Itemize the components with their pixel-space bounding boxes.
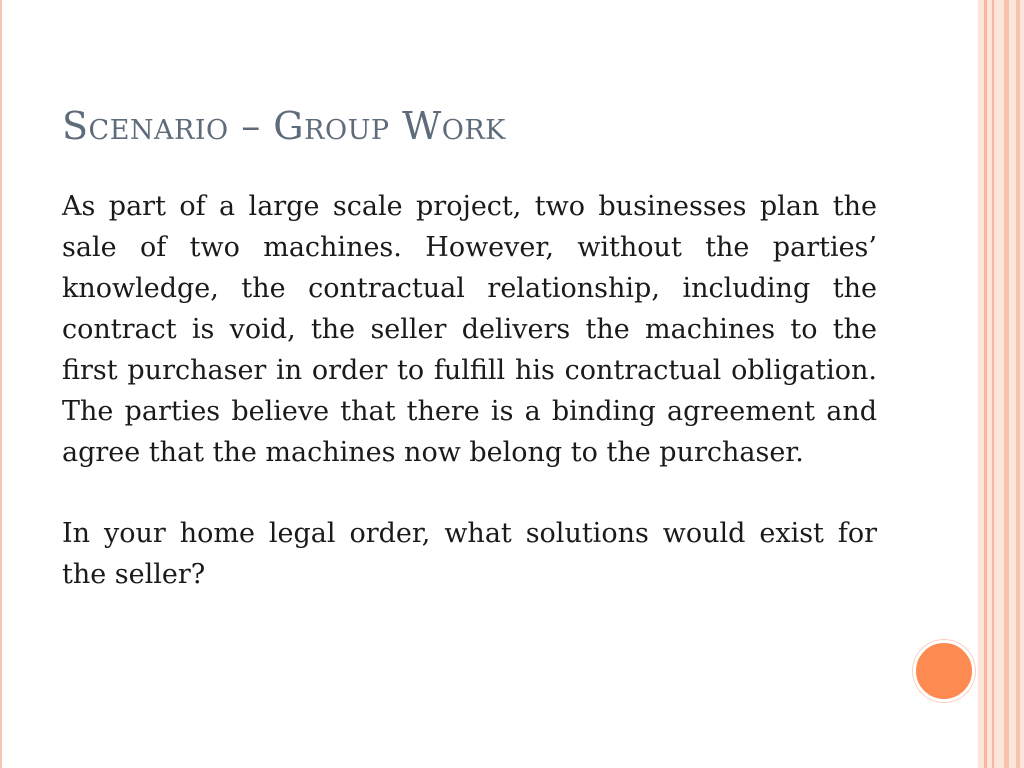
question-paragraph: In your home legal order, what solutions would exist for the seller? xyxy=(62,518,877,590)
slide-body xyxy=(62,186,877,635)
slide-title: Scenario – Group Work xyxy=(62,104,506,148)
frame-stripe xyxy=(984,0,987,768)
right-frame-stripes xyxy=(978,0,1024,768)
scenario-paragraph: As part of a large scale project, two businesses plan the sale of two machines. However, without the parties’ knowledge, the contractual relationship, including the contract is void, the seller delivers the machines to the first purchaser in order to fulfill his contractual obligation. The parties believe that there is a binding agreement and agree that the machines now belong to the purchaser. xyxy=(62,191,877,468)
frame-stripe xyxy=(1016,0,1020,768)
frame-stripe xyxy=(992,0,994,768)
left-frame-border xyxy=(0,0,10,768)
accent-circle-decoration xyxy=(913,640,975,702)
frame-stripe xyxy=(1004,0,1009,768)
